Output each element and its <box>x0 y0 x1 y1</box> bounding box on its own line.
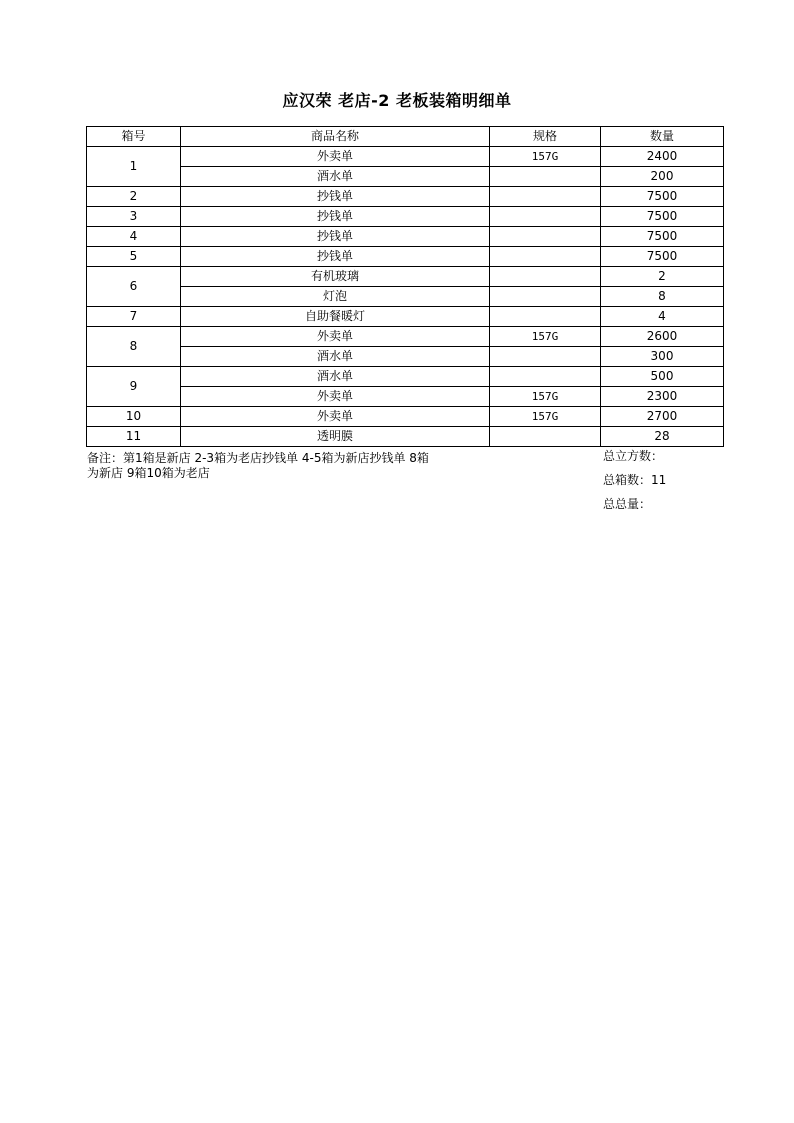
product-name-cell: 酒水单 <box>181 167 490 187</box>
product-name-cell: 外卖单 <box>181 387 490 407</box>
total-boxes <box>603 473 666 497</box>
remarks-text: 第1箱是新店 2-3箱为老店抄钱单 4-5箱为新店抄钱单 8箱为新店 9箱10箱为老店 <box>87 451 429 480</box>
table-row <box>87 207 724 227</box>
spec-cell <box>490 267 601 287</box>
spec-cell <box>490 247 601 267</box>
product-name-cell: 外卖单 <box>181 147 490 167</box>
table-row <box>87 347 724 367</box>
table-row <box>87 147 724 167</box>
table-body <box>87 147 724 447</box>
quantity-cell: 500 <box>601 367 724 387</box>
header-box-no: 箱号 <box>87 127 181 147</box>
table-row <box>87 407 724 427</box>
quantity-cell: 200 <box>601 167 724 187</box>
table-row <box>87 307 724 327</box>
spec-cell <box>490 167 601 187</box>
box-number-cell: 8 <box>87 327 181 367</box>
product-name-cell: 透明膜 <box>181 427 490 447</box>
header-quantity: 数量 <box>601 127 724 147</box>
table-row <box>87 327 724 347</box>
spec-cell <box>490 367 601 387</box>
spec-cell <box>490 227 601 247</box>
product-name-cell: 灯泡 <box>181 287 490 307</box>
table-row <box>87 227 724 247</box>
header-spec: 规格 <box>490 127 601 147</box>
product-name-cell: 抄钱单 <box>181 247 490 267</box>
quantity-cell: 2300 <box>601 387 724 407</box>
packing-table <box>86 126 724 447</box>
quantity-cell: 7500 <box>601 227 724 247</box>
quantity-cell: 2400 <box>601 147 724 167</box>
quantity-cell: 28 <box>601 427 724 447</box>
spec-cell <box>490 287 601 307</box>
box-number-cell: 7 <box>87 307 181 327</box>
quantity-cell: 2700 <box>601 407 724 427</box>
total-volume-label: 总立方数： <box>603 449 664 463</box>
total-weight-label: 总总量： <box>603 497 652 511</box>
spec-cell <box>490 207 601 227</box>
quantity-cell: 7500 <box>601 247 724 267</box>
product-name-cell: 抄钱单 <box>181 227 490 247</box>
spec-cell: 157G <box>490 147 601 167</box>
box-number-cell: 3 <box>87 207 181 227</box>
spec-cell: 157G <box>490 387 601 407</box>
table-header <box>87 127 724 147</box>
header-row <box>87 127 724 147</box>
box-number-cell: 9 <box>87 367 181 407</box>
quantity-cell: 2 <box>601 267 724 287</box>
remarks <box>87 451 432 481</box>
box-number-cell: 10 <box>87 407 181 427</box>
spec-cell <box>490 307 601 327</box>
spec-cell <box>490 347 601 367</box>
table-row <box>87 167 724 187</box>
summary-block <box>603 449 666 521</box>
quantity-cell: 8 <box>601 287 724 307</box>
table-row <box>87 247 724 267</box>
box-number-cell: 4 <box>87 227 181 247</box>
quantity-cell: 2600 <box>601 327 724 347</box>
box-number-cell: 5 <box>87 247 181 267</box>
product-name-cell: 外卖单 <box>181 407 490 427</box>
product-name-cell: 有机玻璃 <box>181 267 490 287</box>
quantity-cell: 7500 <box>601 207 724 227</box>
spec-cell: 157G <box>490 327 601 347</box>
table-row <box>87 387 724 407</box>
quantity-cell: 300 <box>601 347 724 367</box>
table-row <box>87 187 724 207</box>
product-name-cell: 抄钱单 <box>181 207 490 227</box>
total-volume <box>603 449 666 473</box>
box-number-cell: 11 <box>87 427 181 447</box>
total-boxes-label: 总箱数： <box>603 473 652 487</box>
total-boxes-value: 11 <box>651 473 667 487</box>
table-row <box>87 287 724 307</box>
total-weight <box>603 497 666 521</box>
document-title: 应汉荣 老店-2 老板装箱明细单 <box>282 91 512 110</box>
spec-cell: 157G <box>490 407 601 427</box>
box-number-cell: 6 <box>87 267 181 307</box>
product-name-cell: 抄钱单 <box>181 187 490 207</box>
product-name-cell: 酒水单 <box>181 347 490 367</box>
table-row <box>87 267 724 287</box>
spec-cell <box>490 427 601 447</box>
quantity-cell: 4 <box>601 307 724 327</box>
table-row <box>87 427 724 447</box>
box-number-cell: 1 <box>87 147 181 187</box>
remarks-label: 备注： <box>87 451 124 465</box>
box-number-cell: 2 <box>87 187 181 207</box>
quantity-cell: 7500 <box>601 187 724 207</box>
spec-cell <box>490 187 601 207</box>
table-row <box>87 367 724 387</box>
header-product-name: 商品名称 <box>181 127 490 147</box>
product-name-cell: 酒水单 <box>181 367 490 387</box>
product-name-cell: 外卖单 <box>181 327 490 347</box>
product-name-cell: 自助餐暖灯 <box>181 307 490 327</box>
